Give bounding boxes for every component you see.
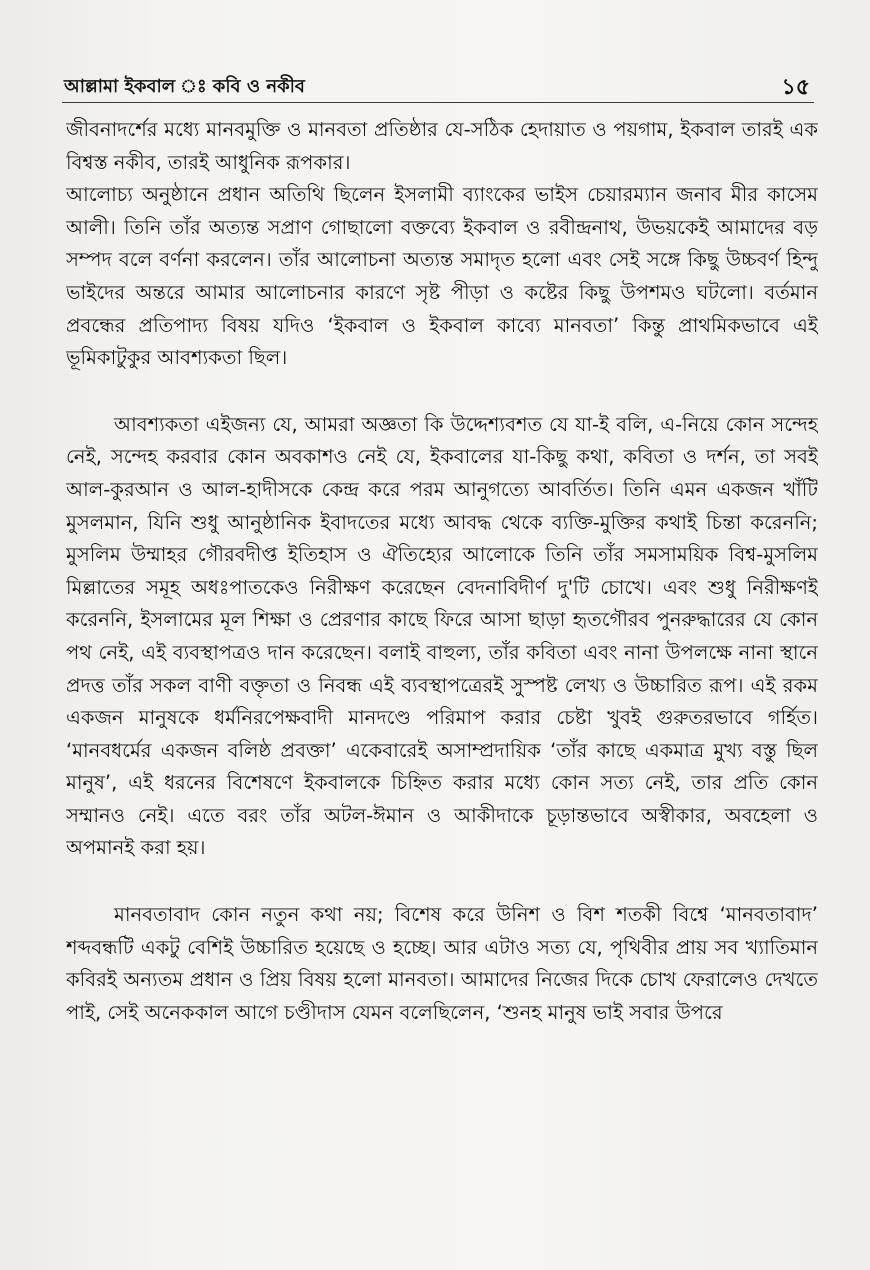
paragraph-3: আবশ্যকতা এইজন্য যে, আমরা অজ্ঞতা কি উদ্দেশ্যবশত যে যা-ই বলি, এ-নিয়ে কোন সন্দেহ নেই, সন্দেহ করবার কোন অবকাশও নেই যে, ইকবালের যা-কিছু কথা, কবিতা ও দর্শন, তা সবই আল-কুরআন ও আল-হাদীসকে কেন্দ্র করে পরম আনুগত্যে আবর্তিত। তিনি এমন একজন খাঁটি মুসলমান, যিনি শুধু আনুষ্ঠানিক ইবাদতের মধ্যে আবদ্ধ থেকে ব্যক্তি-মুক্তির কথাই চিন্তা করেননি; মুসলিম উম্মাহর গৌরবদীপ্ত ইতিহাস ও ঐতিহ্যের আলোকে তিনি তাঁর সমসাময়িক বিশ্ব-মুসলিম মিল্লাতের সমূহ অধঃপাতকেও নিরীক্ষণ করেছেন বেদনাবিদীর্ণ দু'টি চোখে। এবং শুধু নিরীক্ষণই করেননি, ইসলামের মূল শিক্ষা ও প্রেরণার কাছে ফিরে আসা ছাড়া হৃতগৌরব পুনরুদ্ধারের যে কোন পথ নেই, এই ব্যবস্থাপত্রও দান করেছেন। বলাই বাহুল্য, তাঁর কবিতা এবং নানা উপলক্ষে নানা স্থানে প্রদত্ত তাঁর সকল বাণী বক্তৃতা ও নিবন্ধ এই ব্যবস্থাপত্রেরই সুস্পষ্ট লেখ্য ও উচ্চারিত রূপ। এই রকম একজন মানুষকে ধর্মনিরপেক্ষবাদী মানদণ্ডে পরিমাপ করার চেষ্টা খুবই গুরুতরভাবে গর্হিত। ‘মানবধর্মের একজন বলিষ্ঠ প্রবক্তা’ একেবারেই অসাম্প্রদায়িক ‘তাঁর কাছে একমাত্র মুখ্য বস্তু ছিল মানুষ’, এই ধরনের বিশেষণে ইকবালকে চিহ্নিত করার মধ্যে কোন সত্য নেই, তার প্রতি কোন সম্মানও নেই। এতে বরং তাঁর অটল-ঈমান ও আকীদাকে চূড়ান্তভাবে অস্বীকার, অবহেলা ও অপমানই করা হয়। <box>66 412 818 860</box>
paragraph-2: আলোচ্য অনুষ্ঠানে প্রধান অতিথি ছিলেন ইসলামী ব্যাংকের ভাইস চেয়ারম্যান জনাব মীর কাসেম আলী। তিনি তাঁর অত্যন্ত সপ্রাণ গোছালো বক্তব্যে ইকবাল ও রবীন্দ্রনাথ, উভয়কেই আমাদের বড় সম্পদ বলে বর্ণনা করলেন। তাঁর আলোচনা অত্যন্ত সমাদৃত হলো এবং সেই সঙ্গে কিছু উচ্চবর্ণ হিন্দু ভাইদের অন্তরে আমার আলোচনার কারণে সৃষ্ট পীড়া ও কষ্টের কিছু উপশমও ঘটলো। বর্তমান প্রবন্ধের প্রতিপাদ্য বিষয় যদিও ‘ইকবাল ও ইকবাল কাব্যে মানবতা’ কিন্তু প্রাথমিকভাবে এই ভূমিকাটুকুর আবশ্যকতা ছিল। <box>66 183 818 370</box>
paragraph-4: মানবতাবাদ কোন নতুন কথা নয়; বিশেষ করে উনিশ ও বিশ শতকী বিশ্বে ‘মানবতাবাদ’ শব্দবন্ধটি একটু বেশিই উচ্চারিত হয়েছে ও হচ্ছে। আর এটাও সত্য যে, পৃথিবীর প্রায় সব খ্যাতিমান কবিরই অন্যতম প্রধান ও প্রিয় বিষয় হলো মানবতা। আমাদের নিজের দিকে চোখ ফেরালেও দেখতে পাই, সেই অনেককাল আগে চণ্ডীদাস যেমন বলেছিলেন, ‘শুনহ মানুষ ভাই সবার উপরে <box>66 903 818 1024</box>
page-number: ১৫ <box>781 75 810 100</box>
paragraph-1: জীবনাদর্শের মধ্যে মানবমুক্তি ও মানবতা প্রতিষ্ঠার যে-সঠিক হেদায়াত ও পয়গাম, ইকবাল তারই এক বিশ্বস্ত নকীব, তারই আধুনিক রূপকার। <box>66 118 818 174</box>
running-title: আল্লামা ইকবাল ঃ কবি ও নকীব <box>64 76 305 97</box>
page-header <box>62 68 814 103</box>
body-text <box>66 114 818 1270</box>
